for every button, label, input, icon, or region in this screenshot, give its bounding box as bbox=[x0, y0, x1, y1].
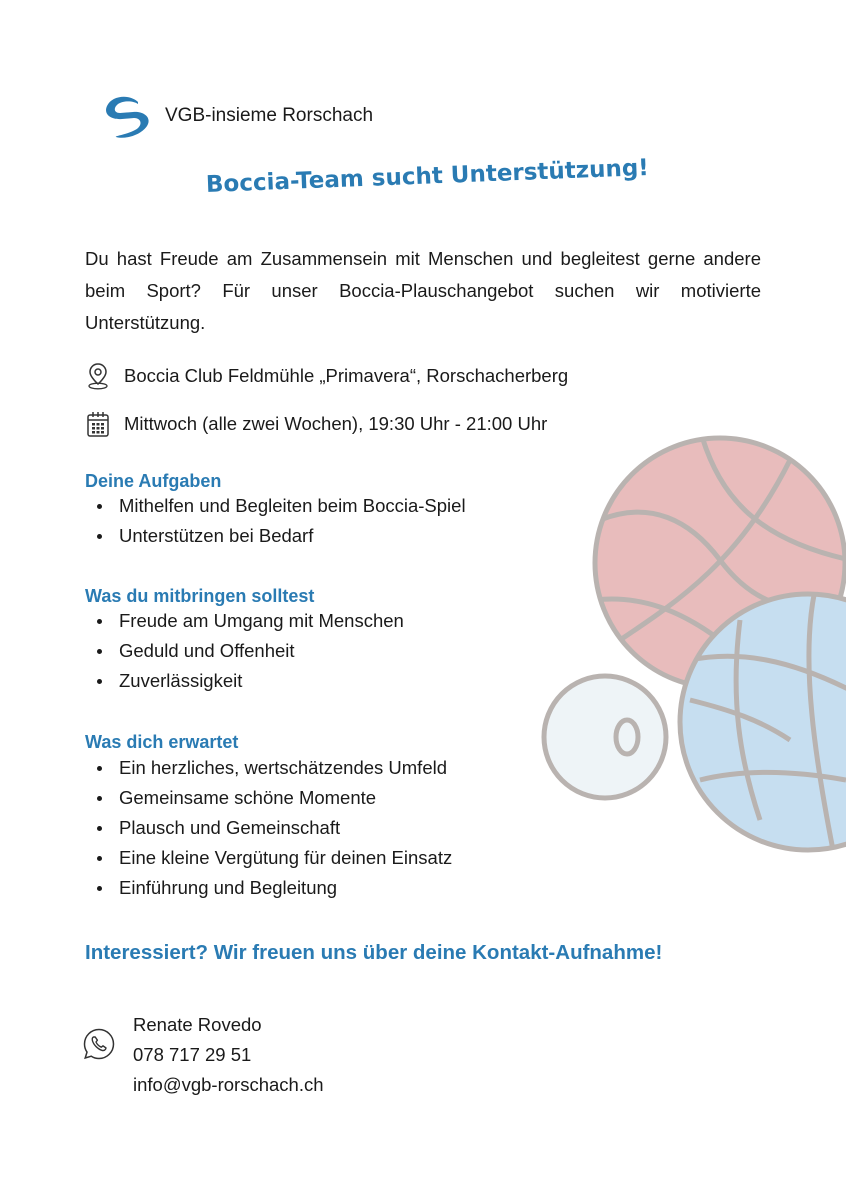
red-ball bbox=[595, 430, 846, 688]
intro-paragraph: Du hast Freude am Zusammensein mit Menschen und begleitest gerne andere beim Sport? Für unser Boccia-Plauschangebot suchen wir motivierte Unterstützung. bbox=[85, 248, 761, 333]
list-item: Unterstützen bei Bedarf bbox=[85, 521, 466, 551]
phone-icon bbox=[82, 1027, 116, 1061]
schedule-row bbox=[85, 409, 547, 439]
list-aufgaben bbox=[85, 491, 466, 551]
org-name: VGB-insieme Rorschach bbox=[165, 105, 374, 126]
call-to-action: Interessiert? Wir freuen uns über deine Kontakt-Aufnahme! bbox=[85, 941, 663, 964]
list-mitbringen bbox=[85, 606, 404, 696]
page-title: Boccia-Team sucht Unterstützung! bbox=[205, 154, 650, 198]
list-item: Gemeinsame schöne Momente bbox=[85, 783, 452, 813]
location-text: Boccia Club Feldmühle „Primavera“, Rorschacherberg bbox=[124, 365, 569, 386]
list-item: Mithelfen und Begleiten beim Boccia-Spiel bbox=[85, 491, 466, 521]
vgb-logo-icon bbox=[100, 92, 152, 142]
section-heading-aufgaben: Deine Aufgaben bbox=[85, 471, 222, 491]
location-pin-icon bbox=[85, 361, 111, 391]
schedule-text: Mittwoch (alle zwei Wochen), 19:30 Uhr - 21:00 Uhr bbox=[124, 413, 548, 434]
contact-phone[interactable]: 078 717 29 51 bbox=[133, 1044, 252, 1065]
list-item: Geduld und Offenheit bbox=[85, 636, 404, 666]
white-jack-ball bbox=[544, 676, 666, 798]
location-row bbox=[85, 361, 568, 391]
list-item: Plausch und Gemeinschaft bbox=[85, 813, 452, 843]
blue-ball bbox=[680, 590, 846, 860]
calendar-icon bbox=[85, 409, 111, 439]
list-item: Zuverlässigkeit bbox=[85, 666, 404, 696]
section-heading-mitbringen: Was du mitbringen solltest bbox=[85, 586, 315, 606]
list-item: Eine kleine Vergütung für deinen Einsatz bbox=[85, 843, 452, 873]
contact-block bbox=[133, 1010, 324, 1100]
section-heading-erwartet: Was dich erwartet bbox=[85, 732, 239, 752]
list-erwartet bbox=[85, 753, 452, 903]
list-item: Einführung und Begleitung bbox=[85, 873, 452, 903]
list-item: Freude am Umgang mit Menschen bbox=[85, 606, 404, 636]
contact-email[interactable]: info@vgb-rorschach.ch bbox=[133, 1074, 324, 1095]
list-item: Ein herzliches, wertschätzendes Umfeld bbox=[85, 753, 452, 783]
contact-name: Renate Rovedo bbox=[133, 1014, 262, 1035]
